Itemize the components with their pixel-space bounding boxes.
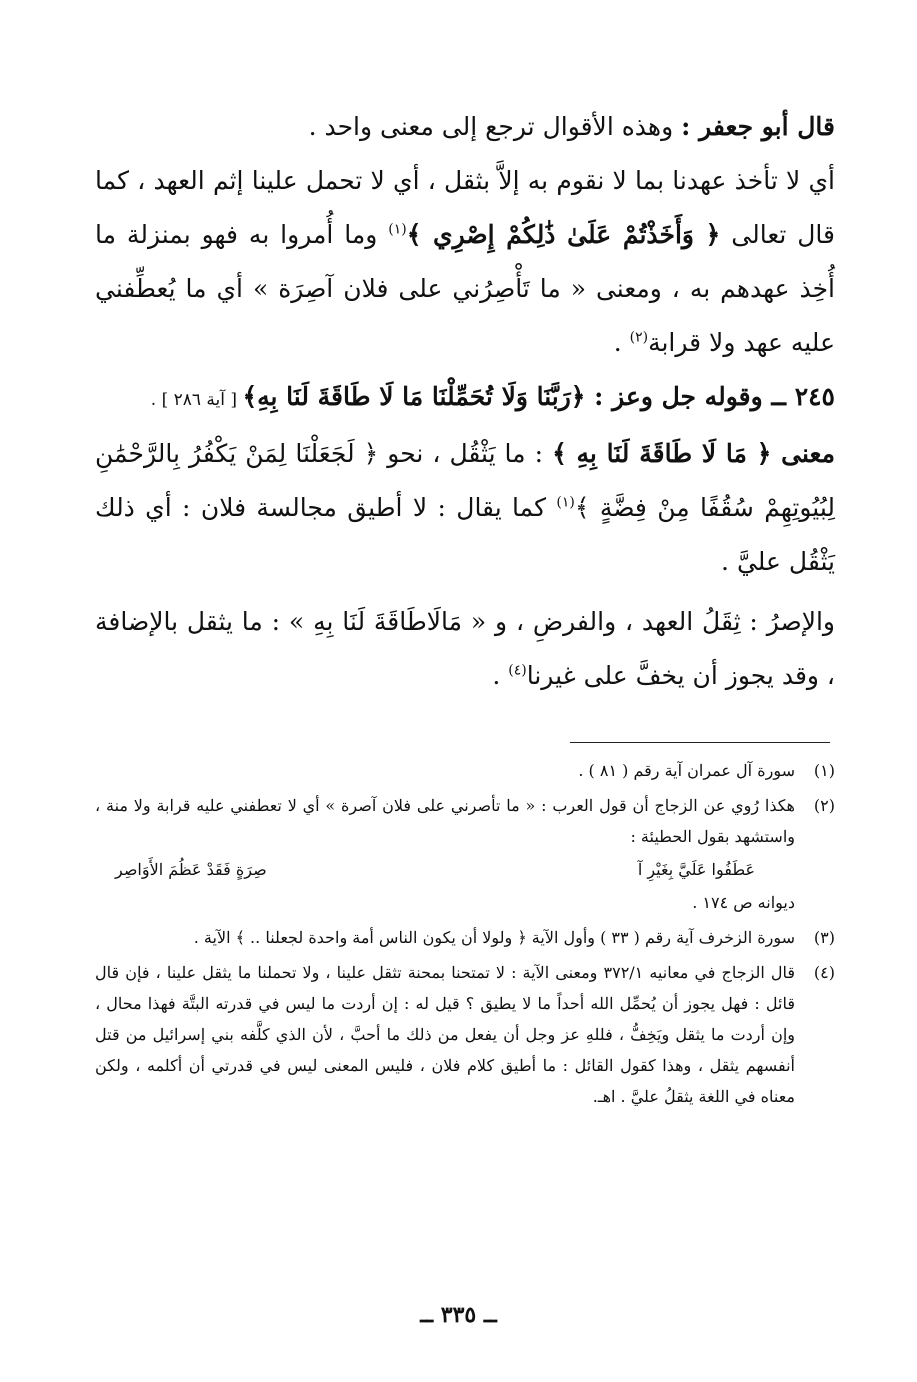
footnote-divider bbox=[570, 742, 830, 743]
poem-hemistich-second: صِرَةٍ فَقَدْ عَظُمَ الأَوَاصِر bbox=[115, 860, 267, 879]
footnote-number: (١) bbox=[813, 761, 835, 780]
paragraph-text: كما يقال : لا أطيق مجالسة فلان : أي ذلك يَثْقُل عليَّ . bbox=[95, 493, 835, 576]
footnotes-section bbox=[95, 755, 835, 1116]
paragraph-4 bbox=[95, 427, 835, 589]
footnote-number: (٣) bbox=[813, 928, 835, 947]
footnote-ref-4: (٤) bbox=[508, 662, 527, 679]
paragraph-text: . bbox=[492, 661, 509, 690]
speaker-label: قال أبو جعفر : bbox=[681, 112, 835, 141]
quranic-verse: ﴿رَبَّنَا وَلَا تُحَمِّلْنَا مَا لَا طَاقَةَ لَنَا بِهِ﴾ bbox=[242, 382, 586, 411]
paragraph-text: والإصرُ : ثِقَلُ العهد ، والفرضِ ، و « مَالَاطَاقَةَ لَنَا بِهِ » : ما يثقل بالإضافة ، وقد يجوز أن يخفَّ على غيرنا bbox=[95, 607, 835, 690]
footnote-ref-1: (١) bbox=[388, 221, 407, 238]
meaning-label: معنى bbox=[771, 439, 835, 468]
page-number: ــ ٣٣٥ ــ bbox=[420, 1302, 497, 1328]
footnote-ref-3: (١) bbox=[556, 494, 575, 511]
paragraph-5 bbox=[95, 595, 835, 703]
paragraph-text: وما أُمروا به فهو بمنزلة ما أُخِذ عهدهم به ، ومعنى « ما تَأْصِرُني على فلان آصِرَة » أي ما يُعطِّفني عليه عهد ولا قرابة bbox=[95, 220, 835, 357]
footnote-number: (٤) bbox=[813, 963, 835, 982]
footnote-4 bbox=[95, 957, 835, 1112]
quranic-verse: ﴿ لَجَعَلْنَا لِمَنْ يَكْفُرُ بِالرَّحْمَٰنِ لِبُيُوتِهِمْ سُقُفًا مِنْ فِضَّةٍ ﴾ bbox=[95, 439, 835, 522]
footnote-source: ديوانه ص ١٧٤ . bbox=[692, 893, 795, 912]
footnote-number: (٢) bbox=[813, 796, 835, 815]
poem-hemistich-first: عَطَفُوا عَلَيَّ بِغَيْرِ آ bbox=[637, 860, 755, 879]
paragraph-2 bbox=[95, 154, 835, 370]
quranic-verse: ﴿ مَا لَا طَاقَةَ لَنَا بِهِ ﴾ bbox=[552, 439, 772, 468]
paragraph-text: أي لا تأخذ عهدنا بما لا نقوم به إلاَّ بثقل ، أي لا تحمل علينا إثم العهد ، كما قال تعالى bbox=[95, 166, 835, 249]
paragraph-text: وهذه الأقوال ترجع إلى معنى واحد . bbox=[308, 112, 682, 141]
footnote-text: سورة آل عمران آية رقم ( ٨١ ) . bbox=[578, 761, 795, 780]
paragraph-1 bbox=[95, 100, 835, 154]
verse-reference: [ آية ٢٨٦ ] . bbox=[150, 390, 243, 410]
paragraph-text: : ما يَثْقُل ، نحو bbox=[378, 439, 553, 468]
footnote-ref-2: (٢) bbox=[629, 329, 649, 346]
entry-heading: ٢٤٥ ــ وقوله جل وعز : bbox=[585, 382, 835, 411]
poem-verse bbox=[95, 854, 795, 885]
footnote-2 bbox=[95, 790, 835, 918]
quranic-verse: ﴿ وَأَخَذْتُمْ عَلَىٰ ذَٰلِكُمْ إِصْرِي ﴾ bbox=[406, 220, 721, 249]
footnote-text: سورة الزخرف آية رقم ( ٣٣ ) وأول الآية ﴿ ولولا أن يكون الناس أمة واحدة لجعلنا .. ﴾ الآية . bbox=[193, 928, 795, 947]
footnote-3 bbox=[95, 922, 835, 953]
main-text bbox=[95, 100, 835, 703]
paragraph-text: . bbox=[613, 328, 630, 357]
footnote-text: هكذا رُوي عن الزجاج أن قول العرب : « ما تأصرني على فلان آصرة » أي لا تعطفني عليه قرابة ولا منة ، واستشهد بقول الحطيئة : bbox=[95, 796, 795, 846]
footnote-1 bbox=[95, 755, 835, 786]
footnote-text: قال الزجاج في معانيه ٣٧٢/١ ومعنى الآية : لا تمتحنا بمحنة تثقل علينا ، ولا تحملنا ما يثقل علينا ، فإن قال قائل : فهل يجوز أن يُحمِّل الله أحداً ما لا يطيق ؟ قيل له : إن أردت ما ليس في قدرته البتَّة فهذا محال ، وإن أردت ما يثقل ويَخِفُّ ، فللهِ عز وجل أن يفعل من ذلك ما أحبَّ ، لأن الذي كلَّفه بني إسرائيل من قتل أنفسهم يثقل ، وهذا كقول القائل : ما أطيق كلام فلان ، فليس المعنى ليس في قدرتي أن أكلمه ، ولكن معناه في اللغة يثقلُ عليَّ . اهـ. bbox=[95, 963, 795, 1106]
paragraph-3-heading bbox=[95, 370, 835, 427]
